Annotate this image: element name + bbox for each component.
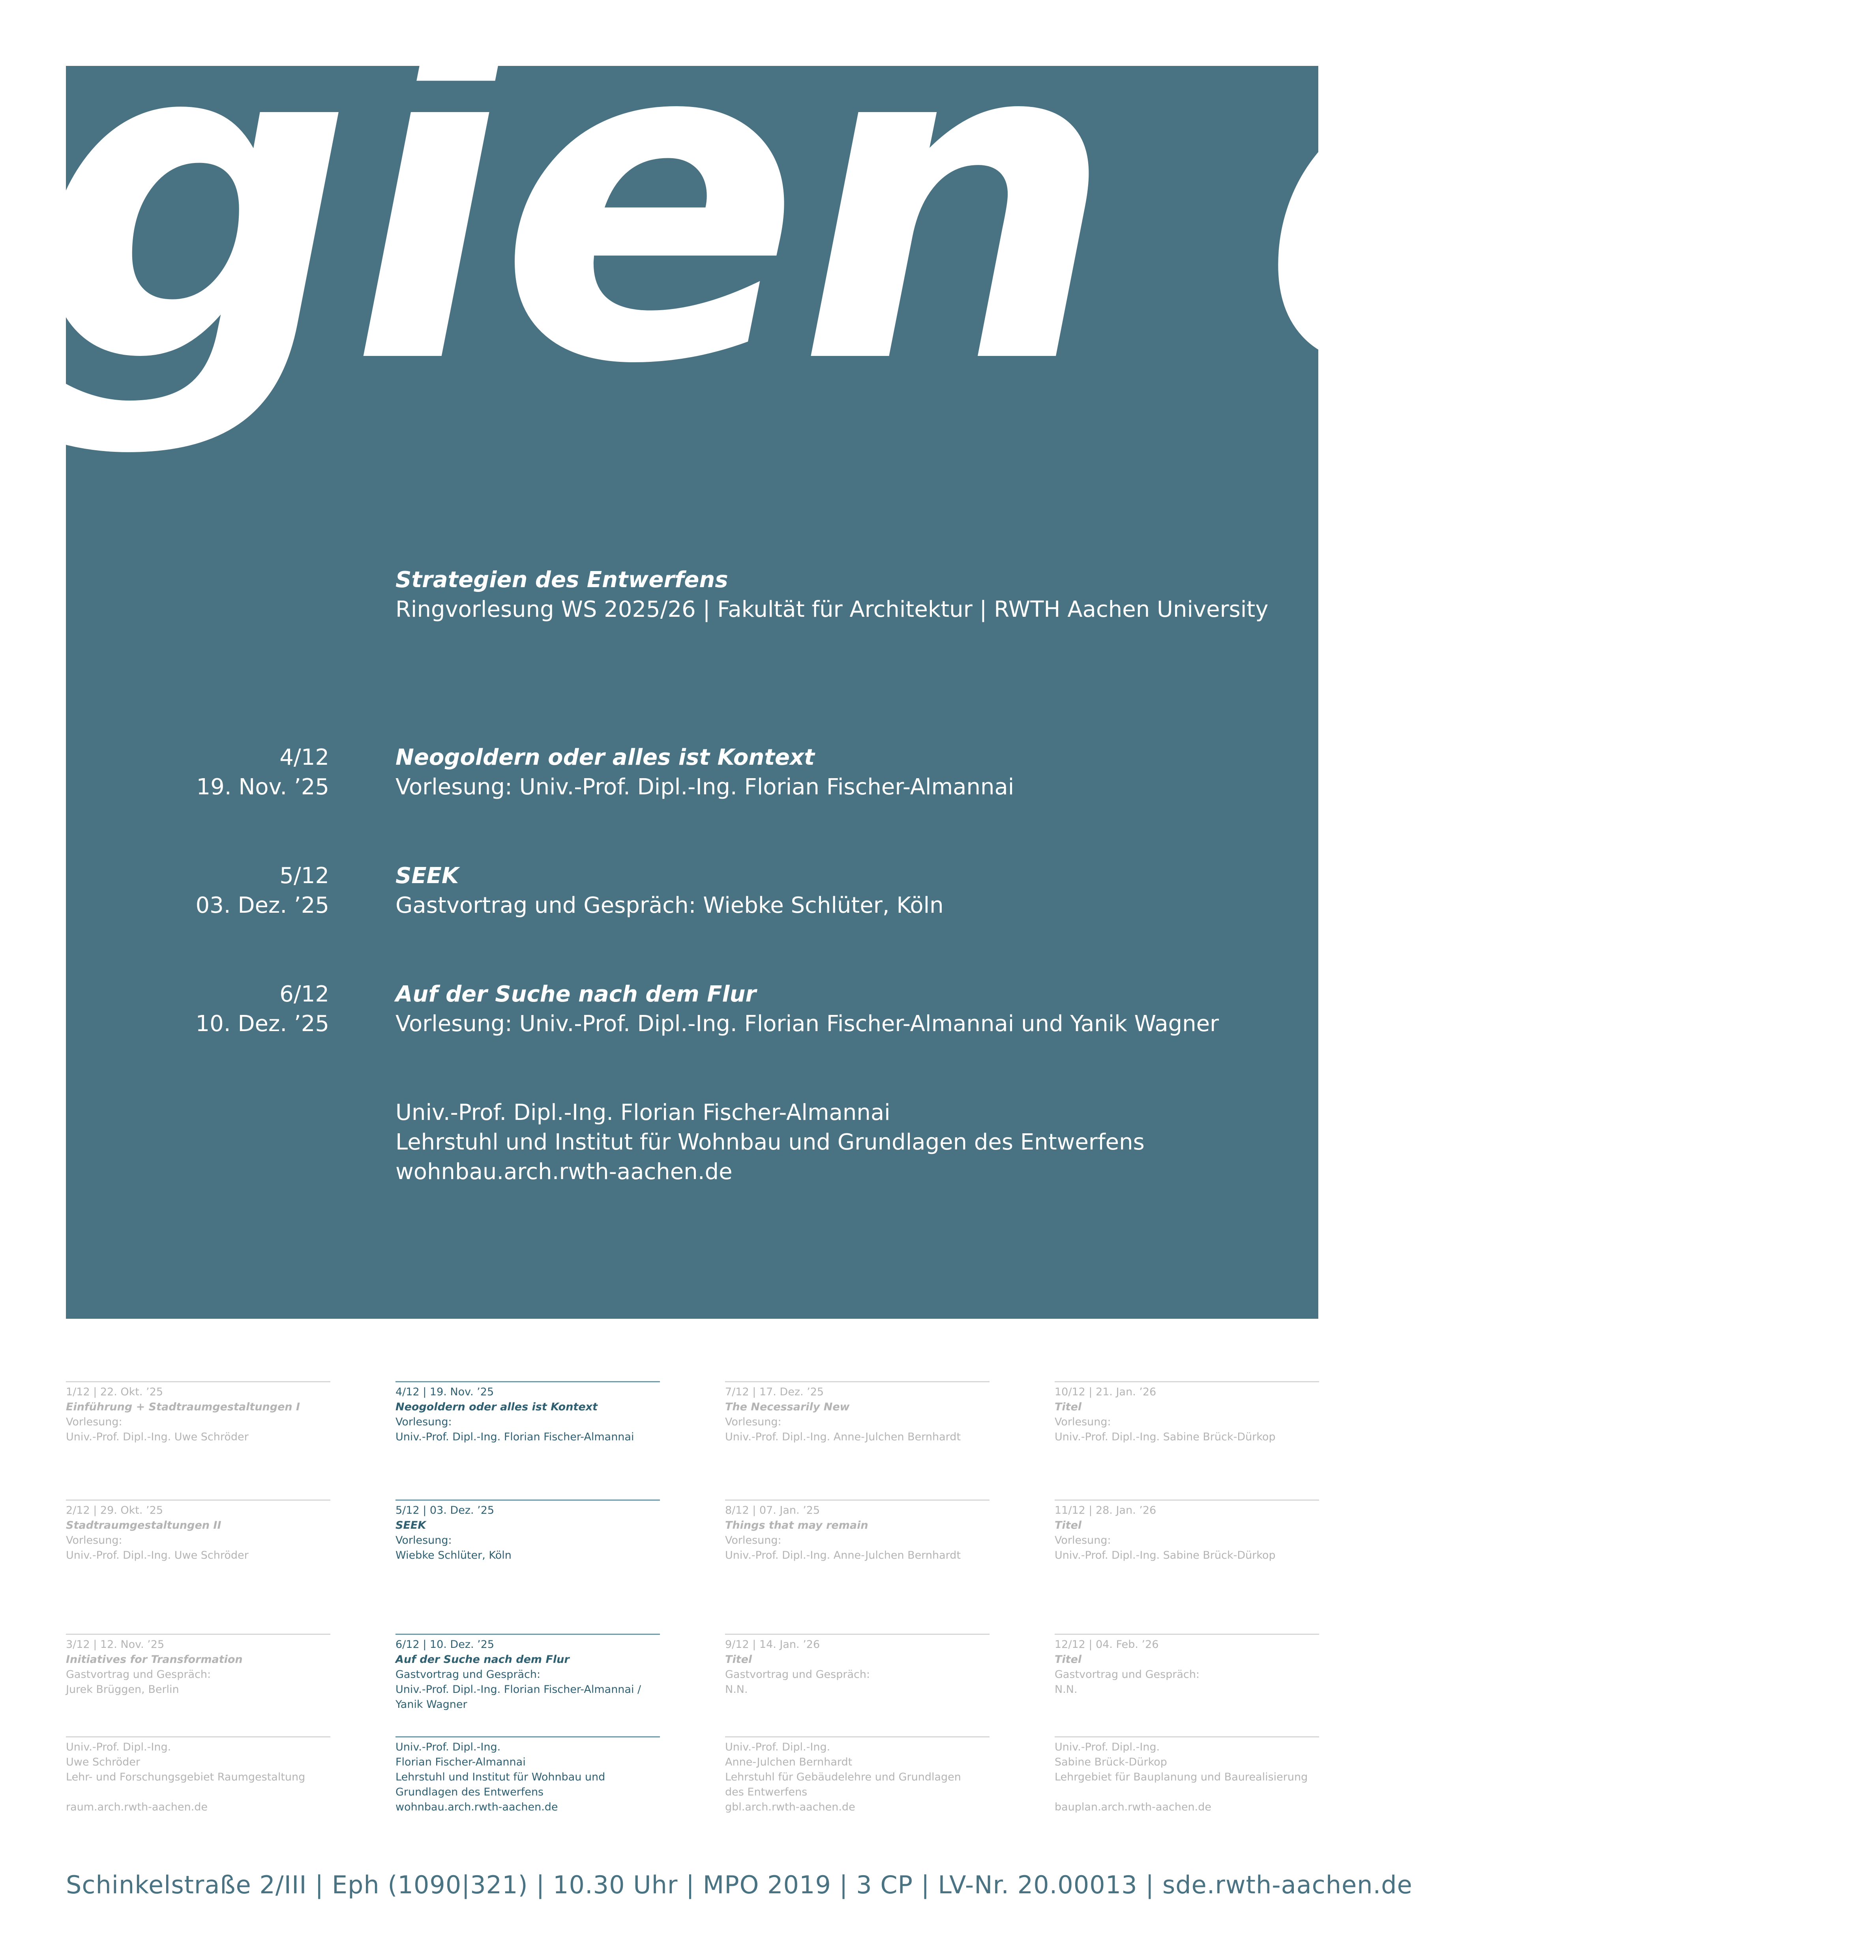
contact-name: Univ.-Prof. Dipl.-Ing. Florian Fischer-Almannai (395, 1100, 890, 1125)
chair-line: Univ.-Prof. Dipl.-Ing. (66, 1741, 171, 1753)
entry-title: Stadtraumgestaltungen II (66, 1519, 221, 1531)
lecture-date: 03. Dez. ’25 (195, 893, 329, 918)
entry-speaker: Jurek Brüggen, Berlin (66, 1683, 179, 1696)
chair-website: raum.arch.rwth-aachen.de (66, 1801, 208, 1813)
divider (395, 1381, 660, 1382)
entry-date: 12/12 | 04. Feb. ’26 (1055, 1638, 1159, 1651)
footer-info: Schinkelstraße 2/III | Eph (1090|321) | 10.30 Uhr | MPO 2019 | 3 CP | LV-Nr. 20.00013 | sde.rwth-aachen.de (66, 1870, 1413, 1899)
divider (1055, 1736, 1319, 1737)
chair-line (1055, 1785, 1319, 1800)
chair-line: Lehrstuhl und Institut für Wohnbau und (395, 1771, 605, 1783)
entry-date: 8/12 | 07. Jan. ’25 (725, 1504, 820, 1516)
schedule-entry (1055, 1499, 1319, 1563)
divider (725, 1381, 990, 1382)
schedule-entry (66, 1499, 330, 1563)
entry-speaker: N.N. (725, 1683, 748, 1696)
chair-line: Uwe Schröder (66, 1756, 141, 1768)
entry-type: Gastvortrag und Gespräch: (725, 1668, 870, 1681)
entry-title: SEEK (395, 1519, 426, 1531)
entry-speaker: N.N. (1055, 1683, 1078, 1696)
schedule-entry (395, 1381, 660, 1445)
entry-type: Gastvortrag und Gespräch: (395, 1668, 541, 1681)
entry-type: Vorlesung: (395, 1534, 452, 1546)
entry-type: Vorlesung: (66, 1416, 122, 1428)
chair-line: Lehrgebiet für Bauplanung und Baurealisierung (1055, 1771, 1308, 1783)
lecture-date: 10. Dez. ’25 (195, 1011, 329, 1037)
lecture-number: 4/12 (279, 745, 329, 770)
chair-line: Lehr- und Forschungsgebiet Raumgestaltung (66, 1771, 305, 1783)
contact-institute: Lehrstuhl und Institut für Wohnbau und Grundlagen des Entwerfens (395, 1129, 1145, 1155)
entry-speaker: Wiebke Schlüter, Köln (395, 1549, 512, 1561)
chair-line: Grundlagen des Entwerfens (395, 1786, 544, 1798)
entry-date: 3/12 | 12. Nov. ’25 (66, 1638, 165, 1651)
chair-line: Univ.-Prof. Dipl.-Ing. (1055, 1741, 1160, 1753)
divider (66, 1736, 330, 1737)
entry-type: Vorlesung: (66, 1534, 122, 1546)
schedule-entry (66, 1381, 330, 1445)
series-title: Strategien des Entwerfens (395, 567, 728, 593)
entry-speaker: Univ.-Prof. Dipl.-Ing. Anne-Julchen Bernhardt (725, 1549, 961, 1561)
entry-date: 10/12 | 21. Jan. ’26 (1055, 1386, 1156, 1398)
entry-speaker: Univ.-Prof. Dipl.-Ing. Florian Fischer-Almannai (395, 1431, 634, 1443)
entry-date: 4/12 | 19. Nov. ’25 (395, 1386, 494, 1398)
schedule-entry (725, 1499, 990, 1563)
lecture-title: Neogoldern oder alles ist Kontext (395, 745, 815, 770)
chair-website: bauplan.arch.rwth-aachen.de (1055, 1801, 1211, 1813)
entry-title: Einführung + Stadtraumgestaltungen I (66, 1401, 300, 1413)
schedule-entry (725, 1381, 990, 1445)
series-subtitle: Ringvorlesung WS 2025/26 | Fakultät für Architektur | RWTH Aachen University (395, 597, 1269, 622)
entry-title: Auf der Suche nach dem Flur (395, 1653, 570, 1666)
divider (725, 1499, 990, 1501)
divider (1055, 1381, 1319, 1382)
hero-panel (34, 0, 1876, 1319)
divider (66, 1634, 330, 1635)
entry-speaker: Univ.-Prof. Dipl.-Ing. Sabine Brück-Dürkop (1055, 1431, 1276, 1443)
entry-title: Titel (1055, 1653, 1082, 1666)
divider (395, 1736, 660, 1737)
entry-type: Gastvortrag und Gespräch: (66, 1668, 211, 1681)
entry-title: Titel (1055, 1519, 1082, 1531)
entry-type: Vorlesung: (725, 1416, 782, 1428)
lecture-date: 19. Nov. ’25 (196, 774, 329, 800)
schedule-entry (66, 1634, 330, 1697)
contact-website: wohnbau.arch.rwth-aachen.de (395, 1159, 733, 1185)
chair-line: Florian Fischer-Almannai (395, 1756, 526, 1768)
entry-title: Initiatives for Transformation (66, 1653, 243, 1666)
entry-date: 11/12 | 28. Jan. ’26 (1055, 1504, 1156, 1516)
entry-date: 9/12 | 14. Jan. ’26 (725, 1638, 820, 1651)
chair-info (66, 1736, 330, 1815)
entry-title: Things that may remain (725, 1519, 868, 1531)
divider (1055, 1499, 1319, 1501)
divider (395, 1634, 660, 1635)
entry-title: Titel (1055, 1401, 1082, 1413)
chair-info (395, 1736, 660, 1815)
entry-date: 5/12 | 03. Dez. ’25 (395, 1504, 495, 1516)
entry-speaker: Univ.-Prof. Dipl.-Ing. Anne-Julchen Bernhardt (725, 1431, 961, 1443)
chair-line: Sabine Brück-Dürkop (1055, 1756, 1167, 1768)
entry-type: Vorlesung: (725, 1534, 782, 1546)
entry-date: 1/12 | 22. Okt. ’25 (66, 1386, 163, 1398)
lecture-number: 6/12 (279, 981, 329, 1007)
chair-info (725, 1736, 990, 1815)
entry-date: 2/12 | 29. Okt. ’25 (66, 1504, 163, 1516)
divider (725, 1736, 990, 1737)
divider (725, 1634, 990, 1635)
entry-speaker: Yanik Wagner (395, 1698, 467, 1711)
schedule-entry (725, 1634, 990, 1697)
entry-speaker: Univ.-Prof. Dipl.-Ing. Uwe Schröder (66, 1431, 249, 1443)
chair-line: Univ.-Prof. Dipl.-Ing. (725, 1741, 830, 1753)
lecture-title: Auf der Suche nach dem Flur (395, 981, 757, 1007)
chair-website: gbl.arch.rwth-aachen.de (725, 1801, 855, 1813)
divider (1055, 1634, 1319, 1635)
chair-website: wohnbau.arch.rwth-aachen.de (395, 1801, 558, 1813)
schedule-entry (1055, 1634, 1319, 1697)
entry-title: Neogoldern oder alles ist Kontext (395, 1401, 598, 1413)
schedule-entry (395, 1634, 660, 1712)
entry-type: Vorlesung: (1055, 1416, 1111, 1428)
lecture-number: 5/12 (279, 863, 329, 889)
lecture-title: SEEK (395, 863, 459, 889)
hero-lettering: gien de (34, 0, 1876, 461)
entry-type: Gastvortrag und Gespräch: (1055, 1668, 1200, 1681)
divider (395, 1499, 660, 1501)
chair-info (1055, 1736, 1319, 1815)
entry-date: 6/12 | 10. Dez. ’25 (395, 1638, 495, 1651)
divider (66, 1381, 330, 1382)
entry-type: Vorlesung: (1055, 1534, 1111, 1546)
chair-line: Univ.-Prof. Dipl.-Ing. (395, 1741, 501, 1753)
entry-type: Vorlesung: (395, 1416, 452, 1428)
chair-line: Anne-Julchen Bernhardt (725, 1756, 853, 1768)
lecture-detail: Gastvortrag und Gespräch: Wiebke Schlüter, Köln (395, 893, 944, 918)
entry-title: Titel (725, 1653, 752, 1666)
entry-title: The Necessarily New (725, 1401, 850, 1413)
entry-date: 7/12 | 17. Dez. ’25 (725, 1386, 824, 1398)
schedule-entry (395, 1499, 660, 1563)
chair-line: Lehrstuhl für Gebäudelehre und Grundlagen (725, 1771, 961, 1783)
chair-line (66, 1785, 330, 1800)
lecture-detail: Vorlesung: Univ.-Prof. Dipl.-Ing. Florian Fischer-Almannai und Yanik Wagner (395, 1011, 1219, 1037)
lecture-detail: Vorlesung: Univ.-Prof. Dipl.-Ing. Florian Fischer-Almannai (395, 774, 1014, 800)
entry-speaker: Univ.-Prof. Dipl.-Ing. Uwe Schröder (66, 1549, 249, 1561)
chair-line: des Entwerfens (725, 1786, 808, 1798)
divider (66, 1499, 330, 1501)
schedule-entry (1055, 1381, 1319, 1445)
entry-speaker: Univ.-Prof. Dipl.-Ing. Florian Fischer-Almannai / (395, 1683, 641, 1696)
entry-speaker: Univ.-Prof. Dipl.-Ing. Sabine Brück-Dürkop (1055, 1549, 1276, 1561)
